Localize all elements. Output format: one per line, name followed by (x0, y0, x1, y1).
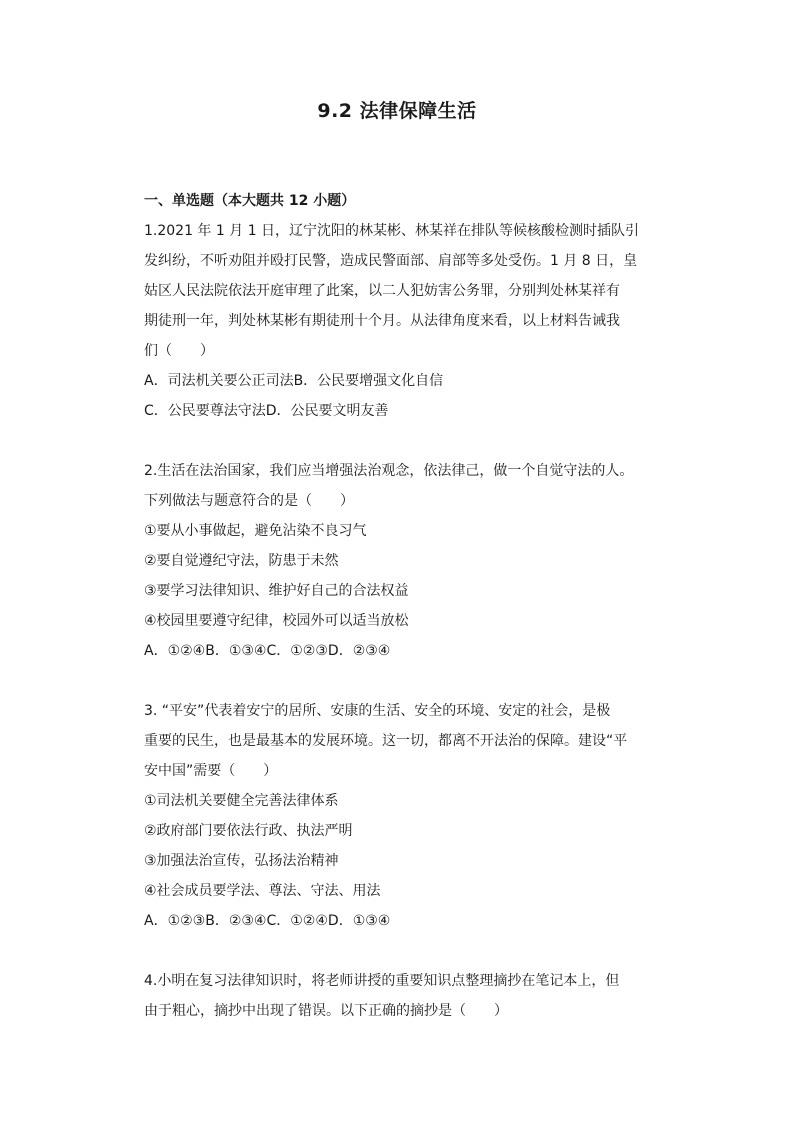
section-heading: 一、单选题（本大题共 12 小题） (144, 193, 356, 209)
question-1-line-3: 姑区人民法院依法开庭审理了此案，以二人犯妨害公务罪，分别判处林某祥有 (144, 283, 620, 299)
question-3-line-3: 安中国”需要（ ） (144, 763, 278, 779)
question-1-line-5: 们（ ） (144, 343, 214, 359)
question-2-item-3: ③要学习法律知识、维护好自己的合法权益 (144, 583, 409, 599)
question-2 (144, 456, 704, 666)
question-3-item-2: ②政府部门要依法行政、执法严明 (144, 823, 353, 839)
question-1-line-2: 发纠纷，不听劝阻并殴打民警，造成民警面部、肩部等多处受伤。1 月 8 日，皇 (144, 253, 638, 269)
question-1-line-1: 1.2021 年 1 月 1 日，辽宁沈阳的林某彬、林某祥在排队等候核酸检测时插队引 (144, 223, 640, 239)
question-2-options: A．①②④B．①③④C．①②③D．②③④ (144, 643, 391, 659)
question-3-options: A．①②③B．②③④C．①②④D．①③④ (144, 913, 391, 929)
question-2-line-1: 2.生活在法治国家，我们应当增强法治观念，依法律己，做一个自觉守法的人。 (144, 463, 634, 479)
question-3 (144, 696, 704, 936)
question-3-line-2: 重要的民生，也是最基本的发展环境。这一切，都离不开法治的保障。建设“平 (144, 733, 628, 749)
question-4-line-1: 4.小明在复习法律知识时，将老师讲授的重要知识点整理摘抄在笔记本上，但 (144, 973, 620, 989)
question-2-item-1: ①要从小事做起，避免沾染不良习气 (144, 523, 367, 539)
question-1-options-ab: A．司法机关要公正司法B．公民要增强文化自信 (144, 373, 444, 389)
question-2-item-2: ②要自觉遵纪守法，防患于未然 (144, 553, 339, 569)
question-3-item-1: ①司法机关要健全完善法律体系 (144, 793, 339, 809)
question-1-line-4: 期徒刑一年，判处林某彬有期徒刑十个月。从法律角度来看，以上材料告诫我 (144, 313, 620, 329)
question-2-line-2: 下列做法与题意符合的是（ ） (144, 493, 354, 509)
question-3-item-3: ③加强法治宣传，弘扬法治精神 (144, 853, 339, 869)
spacer (144, 936, 704, 966)
question-1 (144, 216, 704, 426)
question-3-line-1: 3. “平安”代表着安宁的居所、安康的生活、安全的环境、安定的社会，是极 (144, 703, 611, 719)
question-3-item-4: ④社会成员要学法、尊法、守法、用法 (144, 883, 381, 899)
document-body (144, 186, 704, 1026)
document-title: 9.2 法律保障生活 (317, 100, 477, 122)
question-2-item-4: ④校园里要遵守纪律，校园外可以适当放松 (144, 613, 409, 629)
question-4 (144, 966, 704, 1026)
spacer (144, 426, 704, 456)
spacer (144, 666, 704, 696)
question-1-options-cd: C．公民要尊法守法D．公民要文明友善 (144, 403, 389, 419)
question-4-line-2: 由于粗心，摘抄中出现了错误。以下正确的摘抄是（ ） (144, 1003, 508, 1019)
